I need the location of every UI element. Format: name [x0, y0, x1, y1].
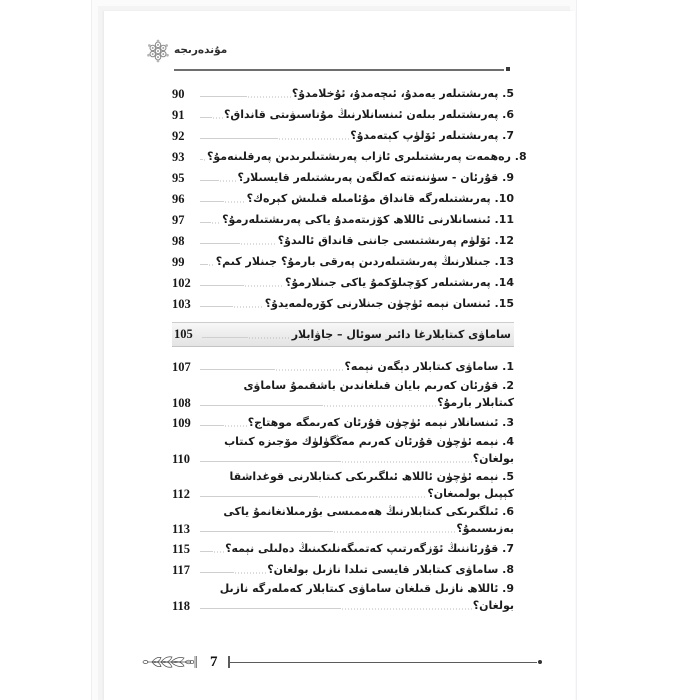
entry-title: 6. ئىلگىرىكى كىتابلارنىڭ ھەممىسى بۇرمىلانغانمۇ ياكى — [223, 505, 514, 518]
entry-page-number: 91 — [172, 107, 185, 122]
entry-title: 10. پەرىشتىلەرگە قانداق مۇئامىلە قىلىش كېرەك؟ — [246, 192, 514, 205]
leader-dot-segment — [323, 405, 436, 407]
leader-solid-segment — [200, 201, 224, 202]
toc-entry[interactable] — [172, 538, 514, 557]
toc-entry[interactable] — [172, 104, 514, 123]
page-header — [104, 37, 575, 79]
entry-page-number: 90 — [172, 86, 185, 101]
toc-entry[interactable] — [172, 209, 514, 228]
leader-dot-segment — [213, 551, 225, 553]
footer-page-number: 7 — [210, 653, 218, 670]
leader-dot-segment — [248, 337, 291, 339]
entry-title: 6. پەرىشتىلەر بىلەن ئىنسانلارنىڭ مۇناسىۋىتى قانداق؟ — [224, 108, 514, 121]
toc-entry[interactable] — [172, 468, 514, 502]
section-title: ساماۋى كىتابلارغا دائىر سوئال – جاۋابلار — [291, 328, 511, 341]
entry-title-line2: بولغان؟ — [472, 599, 514, 612]
footer-rule-end-dot — [538, 660, 542, 664]
entry-page-number: 110 — [172, 451, 191, 466]
toc-entry[interactable] — [172, 125, 514, 144]
header-rule-line — [174, 69, 504, 71]
leader-dot-segment — [247, 96, 291, 98]
entry-page-number: 97 — [172, 212, 185, 227]
leader-solid-segment — [200, 369, 275, 370]
entry-title: 5. نېمە ئۈچۈن ئاللاھ ئىلگىرىكى كىتابلارنى قوغداشقا — [229, 470, 514, 483]
leader-solid-segment — [200, 117, 212, 118]
page-footer — [104, 650, 575, 680]
leader-dots — [200, 298, 264, 309]
entry-title-line2: بولغان؟ — [472, 452, 514, 465]
leader-dot-segment — [240, 243, 277, 245]
footer-row — [142, 650, 542, 674]
toc-entry[interactable] — [172, 272, 514, 291]
floral-rosette-icon — [145, 38, 171, 64]
leader-solid-segment — [200, 405, 323, 406]
leader-dots — [200, 564, 266, 575]
entry-page-number: 107 — [172, 359, 191, 374]
entry-page-number: 113 — [172, 521, 191, 536]
leader-dots — [200, 193, 246, 204]
entry-title: 3. ئىنسانلار نېمە ئۈچۈن قۇرئان كەرىمگە موھتاج؟ — [247, 416, 514, 429]
leader-solid-segment — [200, 96, 247, 97]
leader-dots — [200, 130, 349, 141]
leader-dots — [200, 172, 236, 183]
entry-page-number: 102 — [172, 275, 191, 290]
toc-entry[interactable] — [172, 251, 514, 270]
header-rule-end-dot — [506, 67, 510, 71]
entry-title-line2: كېپىل بولمىغان؟ — [427, 487, 514, 500]
toc-entry[interactable] — [172, 167, 514, 186]
leader-solid-segment — [200, 608, 341, 609]
entry-page-number: 109 — [172, 415, 191, 430]
leader-solid-segment — [200, 138, 278, 139]
leader-dots — [200, 277, 284, 288]
entry-tail-row — [172, 450, 514, 467]
entry-title-line2: كىتابلار بارمۇ؟ — [437, 396, 514, 409]
leader-dot-segment — [234, 572, 266, 574]
toc-entry[interactable] — [172, 356, 514, 375]
entry-tail-row — [172, 394, 514, 411]
toc-entry[interactable] — [172, 412, 514, 431]
leader-solid-segment — [200, 461, 341, 462]
leader-dot-segment — [341, 608, 471, 610]
entry-title: 2. قۇرئان كەرىم بايان قىلغاندىن باشقىمۇ ساماۋى — [243, 379, 514, 392]
entry-page-number: 108 — [172, 395, 191, 410]
entry-title: 7. قۇرئاننىڭ ئۆزگەرتىپ كەتمىگەنلىكىنىڭ دەلىلى نېمە؟ — [225, 542, 514, 555]
leader-dot-segment — [275, 369, 344, 371]
entry-title: 9. ئاللاھ نازىل قىلغان ساماۋى كىتابلار كەملەرگە نازىل — [219, 582, 514, 595]
table-of-contents — [104, 83, 575, 615]
leader-dots — [200, 109, 223, 120]
leader-dots — [200, 600, 472, 611]
leader-dots — [200, 256, 215, 267]
leader-dots — [200, 488, 426, 499]
leader-dots — [200, 523, 455, 534]
leader-dot-segment — [224, 201, 246, 203]
book-page — [104, 11, 575, 700]
entry-title: 4. نېمە ئۈچۈن قۇرئان كەرىم مەڭگۈلۈك مۆجىزە كىتاب — [224, 435, 514, 448]
leader-solid-segment — [200, 572, 234, 573]
leader-dots — [200, 417, 247, 428]
entry-page-number: 117 — [172, 562, 191, 577]
toc-entry[interactable] — [172, 230, 514, 249]
entry-page-number: 93 — [172, 149, 185, 164]
leader-solid-segment — [200, 531, 333, 532]
entry-title: 1. ساماۋى كىتابلار دېگەن نېمە؟ — [344, 360, 514, 373]
entry-page-number: 99 — [172, 254, 185, 269]
toc-entry[interactable] — [172, 146, 527, 165]
header-rule — [174, 67, 510, 73]
entry-title: 12. ئۆلۈم پەرىشتىسى جاننى قانداق ئالىدۇ؟ — [277, 234, 514, 247]
entry-page-number: 103 — [172, 296, 191, 311]
entry-page-number: 105 — [174, 327, 193, 342]
leader-solid-segment — [200, 222, 211, 223]
leader-dots — [200, 397, 436, 408]
entry-title: 15. ئىنسان نېمە ئۈچۈن جىنلارنى كۆرەلمەيدۇ؟ — [264, 297, 514, 310]
leader-dot-segment — [244, 285, 284, 287]
leader-dot-segment — [341, 461, 471, 463]
leader-solid-segment — [200, 180, 219, 181]
entry-tail-row — [172, 520, 514, 537]
entry-title-line2: بەزىسىمۇ؟ — [456, 522, 514, 535]
leader-solid-segment — [200, 496, 318, 497]
toc-entry[interactable] — [172, 377, 514, 411]
toc-entry[interactable] — [172, 433, 514, 467]
entry-page-number: 96 — [172, 191, 185, 206]
leader-dots — [200, 214, 221, 225]
entry-page-number: 112 — [172, 486, 191, 501]
leader-solid-segment — [200, 425, 224, 426]
leader-dots — [200, 543, 224, 554]
leader-dots — [202, 329, 291, 340]
toc-entry[interactable] — [172, 503, 514, 537]
entry-title: 8. رەھمەت پەرىشتىلىرى ئازاب پەرىشتىلىرىدىن پەرقلىنەمۇ؟ — [207, 150, 527, 163]
toc-section-header[interactable] — [172, 322, 514, 347]
leader-solid-segment — [200, 285, 244, 286]
entry-page-number: 115 — [172, 541, 191, 556]
footer-rule-line — [229, 662, 538, 663]
leader-dot-segment — [318, 496, 427, 498]
entry-title: 5. پەرىشتىلەر يەمدۇ، ئىچەمدۇ، ئۇخلامدۇ؟ — [291, 87, 514, 100]
toc-entry[interactable] — [172, 83, 514, 102]
entry-tail-row — [172, 485, 514, 502]
leader-dots — [200, 453, 472, 464]
entry-page-number: 92 — [172, 128, 185, 143]
leader-solid-segment — [202, 337, 248, 338]
page-title: مۇندەرىجە — [174, 44, 228, 56]
footer-rule — [228, 656, 543, 668]
entry-title: 11. ئىنسانلارنى ئاللاھ كۆزىتەمدۇ ياكى پەرىشتىلەرمۇ؟ — [222, 213, 514, 226]
entry-title: 9. قۇرئان - سۈننەتتە كەلگەن پەرىشتىلەر قايسىلار؟ — [237, 171, 514, 184]
leader-dot-segment — [219, 180, 236, 182]
leader-solid-segment — [200, 243, 240, 244]
toc-entry[interactable] — [172, 188, 514, 207]
leader-solid-segment — [200, 551, 213, 552]
entry-title: 7. پەرىشتىلەر ئۆلۈپ كېتەمدۇ؟ — [350, 129, 514, 142]
leader-dots — [200, 151, 206, 162]
entry-tail-row — [172, 597, 514, 614]
leader-dot-segment — [203, 159, 206, 161]
entry-title: 8. ساماۋى كىتابلار قايسى تىلدا نازىل بولغان؟ — [267, 563, 514, 576]
leader-dot-segment — [233, 306, 264, 308]
toc-entry[interactable] — [172, 293, 514, 312]
leader-dot-segment — [211, 222, 221, 224]
leader-solid-segment — [200, 306, 233, 307]
leader-solid-segment — [200, 264, 208, 265]
leaf-flourish-icon — [142, 652, 202, 672]
toc-entry[interactable] — [172, 559, 514, 578]
entry-page-number: 95 — [172, 170, 185, 185]
leader-dots — [200, 88, 291, 99]
entry-page-number: 118 — [172, 598, 191, 613]
entry-title: 14. پەرىشتىلەر كۆچىلۆكمۇ ياكى جىنلارمۇ؟ — [285, 276, 514, 289]
entry-page-number: 98 — [172, 233, 185, 248]
leader-dot-segment — [208, 264, 215, 266]
leader-dot-segment — [212, 117, 223, 119]
leader-dots — [200, 235, 277, 246]
leader-dots — [200, 361, 343, 372]
entry-title: 13. جىنلارنىڭ پەرىشتىلەردىن پەرقى بارمۇ؟ جىنلار كىم؟ — [215, 255, 514, 268]
leader-dot-segment — [333, 531, 456, 533]
header-row — [145, 37, 549, 65]
leader-dot-segment — [224, 425, 246, 427]
toc-entry[interactable] — [172, 580, 514, 614]
leader-dot-segment — [278, 138, 350, 140]
